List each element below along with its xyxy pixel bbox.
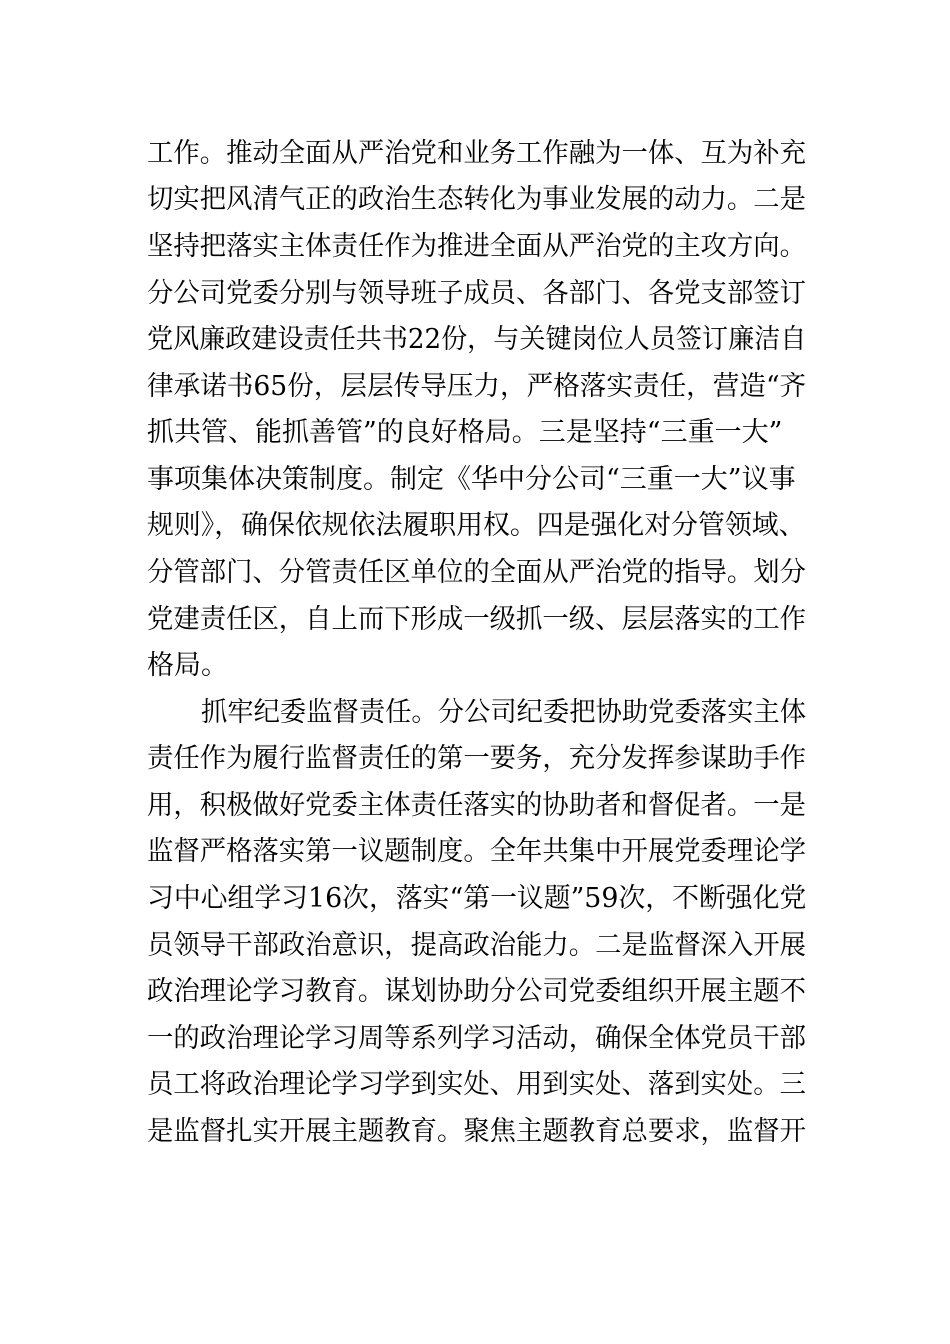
text-line: 坚持把落实主体责任作为推进全面从严治党的主攻方向。 [147,231,806,262]
text-line: 监督严格落实第一议题制度。全年共集中开展党委理论学 [147,836,806,867]
text-line: 律承诺书65份，层层传导压力，严格落实责任，营造“齐 [147,371,807,402]
text-line: 格局。 [147,650,228,681]
text-line: 工作。推动全面从严治党和业务工作融为一体、互为补充 [147,138,806,169]
text-line: 规则》，确保依规依法履职用权。四是强化对分管领域、 [147,510,806,541]
text-line: 分管部门、分管责任区单位的全面从严治党的指导。划分 [147,557,806,588]
text-line: 分公司党委分别与领导班子成员、各部门、各党支部签订 [147,278,806,309]
text-line: 党风廉政建设责任共书22份，与关键岗位人员签订廉洁自 [147,324,807,355]
text-line: 切实把风清气正的政治生态转化为事业发展的动力。二是 [147,184,806,215]
text-line: 是监督扎实开展主题教育。聚焦主题教育总要求，监督开 [147,1116,806,1147]
text-line: 党建责任区，自上而下形成一级抓一级、层层落实的工作 [147,604,806,635]
text-line: 员工将政治理论学习学到实处、用到实处、落到实处。三 [147,1069,806,1100]
text-line: 抓共管、能抓善管”的良好格局。三是坚持“三重一大” [147,417,783,448]
text-line: 用，积极做好党委主体责任落实的协助者和督促者。一是 [147,790,806,821]
text-line: 员领导干部政治意识，提高政治能力。二是监督深入开展 [147,930,806,961]
paragraph-first-line: 抓牢纪委监督责任。分公司纪委把协助党委落实主体 [201,697,806,728]
text-line: 政治理论学习教育。谋划协助分公司党委组织开展主题不 [147,976,806,1007]
text-line: 事项集体决策制度。制定《华中分公司“三重一大”议事 [147,464,796,495]
text-line: 一的政治理论学习周等系列学习活动，确保全体党员干部 [147,1023,806,1054]
text-line: 责任作为履行监督责任的第一要务，充分发挥参谋助手作 [147,743,806,774]
text-line: 习中心组学习16次，落实“第一议题”59次，不断强化党 [147,883,807,914]
